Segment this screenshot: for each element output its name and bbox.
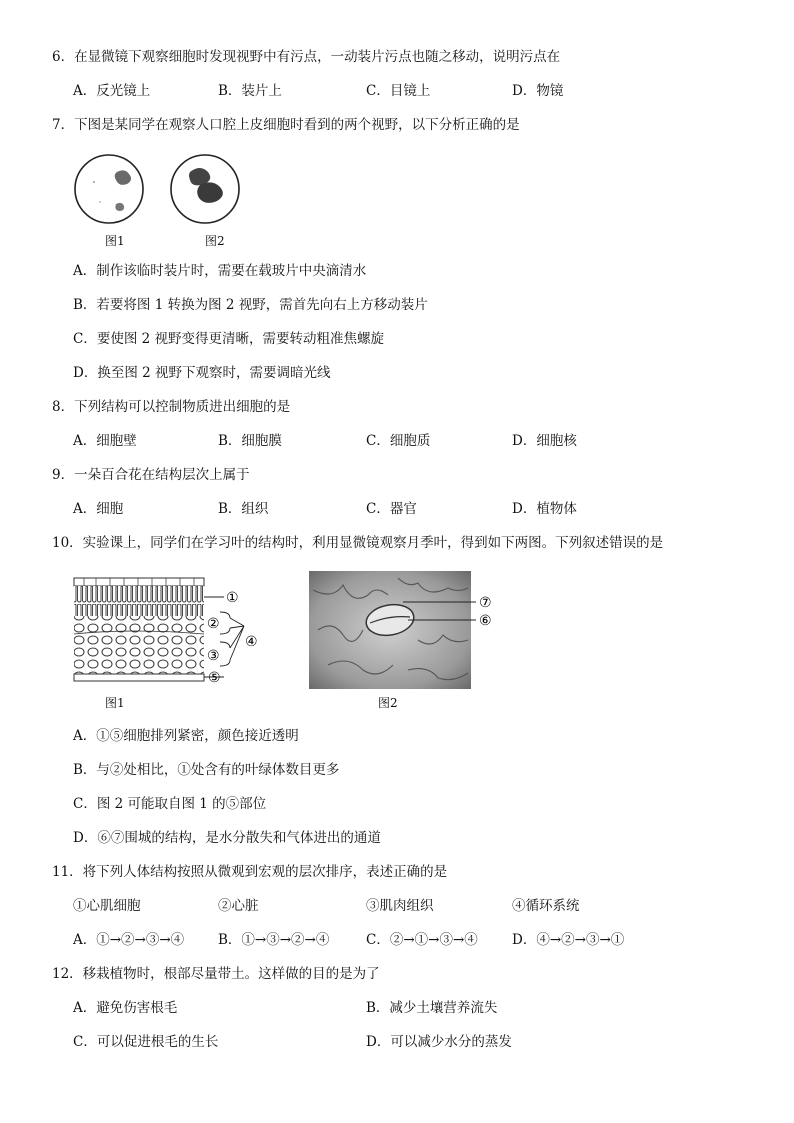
q11-stem: 11．将下列人体结构按照从微观到宏观的层次排序，表述正确的是 xyxy=(52,864,448,880)
q11-item-3: ③肌肉组织 xyxy=(366,898,434,914)
q8-option-b[interactable]: B．细胞膜 xyxy=(218,433,282,449)
q6-option-c[interactable]: C．目镜上 xyxy=(366,83,431,99)
q9-option-d[interactable]: D．植物体 xyxy=(512,501,577,517)
q10-stem: 10．实验课上，同学们在学习叶的结构时，利用显微镜观察月季叶，得到如下两图。下列叙述错误的是 xyxy=(52,535,664,551)
q7-option-b[interactable]: B．若要将图 1 转换为图 2 视野，需首先向右上方移动装片 xyxy=(73,297,428,313)
q12-option-c[interactable]: C．可以促进根毛的生长 xyxy=(73,1034,219,1050)
q7-fig1-label: 图1 xyxy=(105,234,125,248)
q10-fig1-mark-5: ⑤ xyxy=(208,670,221,686)
q7-option-d[interactable]: D．换至图 2 视野下观察时，需要调暗光线 xyxy=(73,365,331,381)
q12-option-a[interactable]: A．避免伤害根毛 xyxy=(73,1000,178,1016)
q10-fig1-mark-2: ② xyxy=(207,616,220,632)
q10-fig1-mark-3: ③ xyxy=(207,648,220,664)
q10-option-c[interactable]: C．图 2 可能取自图 1 的⑤部位 xyxy=(73,796,267,812)
q11-option-d[interactable]: D．④→②→③→① xyxy=(512,932,625,948)
q12-option-d[interactable]: D．可以减少水分的蒸发 xyxy=(366,1034,512,1050)
q7-option-a[interactable]: A．制作该临时装片时，需要在载玻片中央滴清水 xyxy=(73,263,367,279)
q11-item-2: ②心脏 xyxy=(218,898,259,914)
q9-option-c[interactable]: C．器官 xyxy=(366,501,417,517)
q10-option-a[interactable]: A．①⑤细胞排列紧密，颜色接近透明 xyxy=(73,728,299,744)
q8-option-d[interactable]: D．细胞核 xyxy=(512,433,577,449)
q7-option-c[interactable]: C．要使图 2 视野变得更清晰，需要转动粗准焦螺旋 xyxy=(73,331,385,347)
q11-option-a[interactable]: A．①→②→③→④ xyxy=(73,932,185,948)
q7-field-2 xyxy=(171,155,239,223)
q9-stem: 9．一朵百合花在结构层次上属于 xyxy=(52,467,250,483)
q7-fig2-label: 图2 xyxy=(205,234,225,248)
q7-stem: 7．下图是某同学在观察人口腔上皮细胞时看到的两个视野，以下分析正确的是 xyxy=(52,117,520,133)
q10-fig1-label: 图1 xyxy=(105,696,125,710)
q9-option-a[interactable]: A．细胞 xyxy=(73,501,124,517)
q7-figure-microscope-fields xyxy=(72,152,248,232)
q10-fig1-mark-1: ① xyxy=(226,590,239,606)
q10-figure-2-epidermis xyxy=(308,570,504,690)
q7-field-1 xyxy=(75,155,143,223)
q10-option-d[interactable]: D．⑥⑦围城的结构，是水分散失和气体进出的通道 xyxy=(73,830,381,846)
q6-option-b[interactable]: B．装片上 xyxy=(218,83,282,99)
q10-fig2-mark-6: ⑥ xyxy=(479,613,492,629)
q11-item-4: ④循环系统 xyxy=(512,898,580,914)
q11-item-1: ①心肌细胞 xyxy=(73,898,141,914)
q6-option-a[interactable]: A．反光镜上 xyxy=(73,83,151,99)
q11-option-b[interactable]: B．①→③→②→④ xyxy=(218,932,330,948)
q8-option-a[interactable]: A．细胞壁 xyxy=(73,433,137,449)
q10-fig2-mark-7: ⑦ xyxy=(479,595,492,611)
q10-fig1-mark-4: ④ xyxy=(245,634,258,650)
q10-fig2-label: 图2 xyxy=(378,696,398,710)
q12-option-b[interactable]: B．减少土壤营养流失 xyxy=(366,1000,498,1016)
q6-stem: 6．在显微镜下观察细胞时发现视野中有污点，一动装片污点也随之移动，说明污点在 xyxy=(52,49,561,65)
q11-option-c[interactable]: C．②→①→③→④ xyxy=(366,932,478,948)
q10-figure-1-leaf-section xyxy=(72,574,262,688)
q6-option-d[interactable]: D．物镜 xyxy=(512,83,564,99)
q8-option-c[interactable]: C．细胞质 xyxy=(366,433,431,449)
q12-stem: 12．移栽植物时，根部尽量带土。这样做的目的是为了 xyxy=(52,966,380,982)
q8-stem: 8．下列结构可以控制物质进出细胞的是 xyxy=(52,399,291,415)
q9-option-b[interactable]: B．组织 xyxy=(218,501,269,517)
q10-option-b[interactable]: B．与②处相比，①处含有的叶绿体数目更多 xyxy=(73,762,340,778)
